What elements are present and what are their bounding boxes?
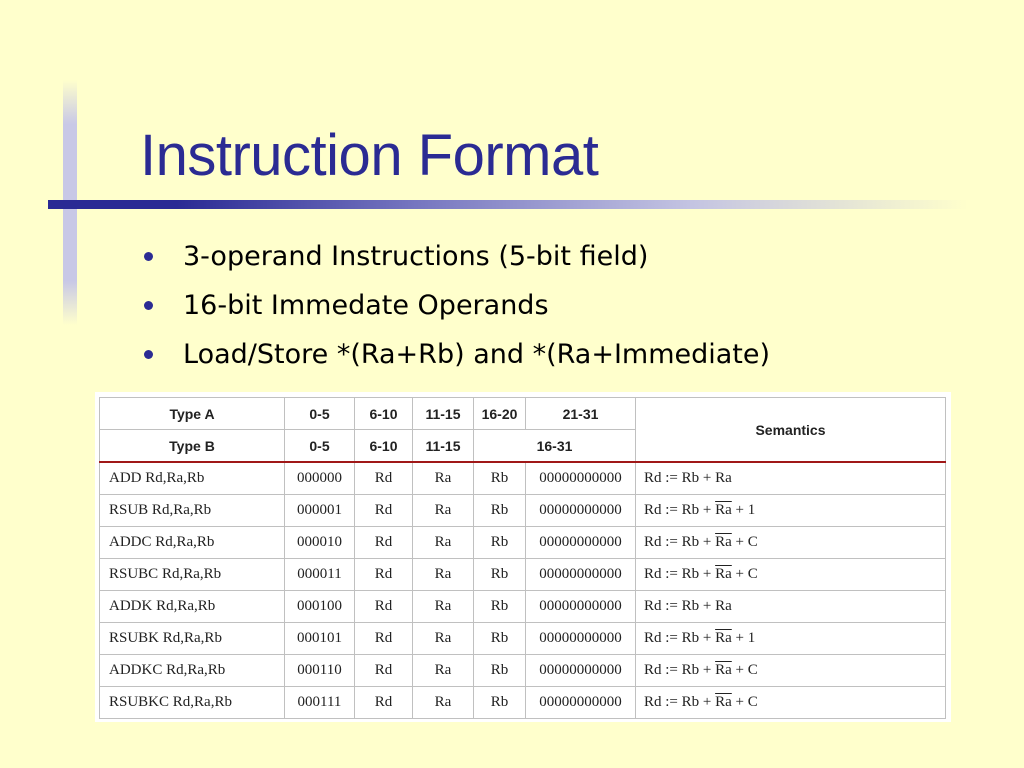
decorative-horizontal-bar	[48, 200, 968, 209]
instruction-cell: ADDC Rd,Ra,Rb	[100, 527, 285, 559]
semantics-prefix: Rd := Rb +	[644, 662, 716, 678]
semantics-ra: $\overline{Ra}$	[715, 694, 732, 710]
semantics-cell	[636, 623, 946, 655]
semantics-ra: $\overline{Ra}$	[715, 534, 732, 550]
rb-cell: Rb	[474, 462, 526, 495]
semantics-suffix: + 1	[731, 630, 756, 646]
opcode-cell: 000111	[285, 687, 355, 719]
semantics-cell	[636, 462, 946, 495]
header-cell: 16-31	[474, 430, 636, 463]
ra-cell: Ra	[413, 623, 474, 655]
opcode-cell: 000110	[285, 655, 355, 687]
rb-cell: Rb	[474, 687, 526, 719]
header-cell: 16-20	[474, 398, 526, 430]
rd-cell: Rd	[355, 559, 413, 591]
opcode-cell: 000001	[285, 495, 355, 527]
immediate-cell: 00000000000	[526, 687, 636, 719]
semantics-cell	[636, 495, 946, 527]
rb-cell: Rb	[474, 527, 526, 559]
ra-cell: Ra	[413, 559, 474, 591]
bullet-text: 16-bit Immedate Operands	[183, 289, 549, 321]
header-cell: 6-10	[355, 430, 413, 463]
ra-cell: Ra	[413, 591, 474, 623]
semantics-suffix: + C	[731, 662, 758, 678]
ra-cell: Ra	[413, 655, 474, 687]
rb-cell: Rb	[474, 591, 526, 623]
semantics-cell	[636, 655, 946, 687]
rb-cell: Rb	[474, 495, 526, 527]
immediate-cell: 00000000000	[526, 527, 636, 559]
table-row	[100, 495, 946, 527]
semantics-cell	[636, 527, 946, 559]
header-type-a: Type A	[100, 398, 285, 430]
semantics-prefix: Rd := Rb +	[644, 502, 716, 518]
table-row	[100, 591, 946, 623]
immediate-cell: 00000000000	[526, 591, 636, 623]
header-cell: 0-5	[285, 398, 355, 430]
semantics-ra: $\overline{Ra}$	[715, 502, 732, 518]
table-row	[100, 687, 946, 719]
ra-cell: Ra	[413, 527, 474, 559]
semantics-suffix: + C	[731, 694, 758, 710]
opcode-cell: 000000	[285, 462, 355, 495]
instruction-cell: RSUBKC Rd,Ra,Rb	[100, 687, 285, 719]
instruction-cell: RSUBK Rd,Ra,Rb	[100, 623, 285, 655]
semantics-prefix: Rd := Rb +	[644, 598, 716, 614]
immediate-cell: 00000000000	[526, 559, 636, 591]
bullet-text: Load/Store *(Ra+Rb) and *(Ra+Immediate)	[183, 338, 771, 370]
bullet-item	[142, 232, 770, 281]
rb-cell: Rb	[474, 655, 526, 687]
slide-title: Instruction Format	[140, 123, 599, 188]
ra-cell: Ra	[413, 495, 474, 527]
header-cell: 21-31	[526, 398, 636, 430]
instruction-cell: ADDKC Rd,Ra,Rb	[100, 655, 285, 687]
instruction-cell: ADD Rd,Ra,Rb	[100, 462, 285, 495]
instruction-cell: RSUBC Rd,Ra,Rb	[100, 559, 285, 591]
table-row	[100, 559, 946, 591]
semantics-cell	[636, 591, 946, 623]
header-cell: 11-15	[413, 430, 474, 463]
immediate-cell: 00000000000	[526, 462, 636, 495]
header-cell: 6-10	[355, 398, 413, 430]
instruction-cell: RSUB Rd,Ra,Rb	[100, 495, 285, 527]
rb-cell: Rb	[474, 559, 526, 591]
immediate-cell: 00000000000	[526, 655, 636, 687]
header-row-type-a	[100, 398, 946, 430]
semantics-prefix: Rd := Rb +	[644, 694, 716, 710]
bullet-text: 3-operand Instructions (5-bit field)	[183, 240, 649, 272]
semantics-ra: Ra	[715, 598, 732, 614]
instruction-format-table	[99, 397, 946, 719]
opcode-cell: 000100	[285, 591, 355, 623]
rd-cell: Rd	[355, 687, 413, 719]
semantics-cell	[636, 559, 946, 591]
instruction-table-panel	[95, 392, 951, 722]
rd-cell: Rd	[355, 623, 413, 655]
rb-cell: Rb	[474, 623, 526, 655]
opcode-cell: 000101	[285, 623, 355, 655]
table-row	[100, 655, 946, 687]
semantics-ra: Ra	[715, 470, 732, 486]
bullet-item	[142, 281, 770, 330]
semantics-prefix: Rd := Rb +	[644, 630, 716, 646]
semantics-suffix: + C	[731, 566, 758, 582]
rd-cell: Rd	[355, 527, 413, 559]
bullet-dot-icon	[144, 350, 153, 359]
semantics-cell	[636, 687, 946, 719]
table-row	[100, 462, 946, 495]
semantics-suffix: + 1	[731, 502, 756, 518]
semantics-ra: $\overline{Ra}$	[715, 630, 732, 646]
immediate-cell: 00000000000	[526, 495, 636, 527]
semantics-ra: $\overline{Ra}$	[715, 662, 732, 678]
semantics-prefix: Rd := Rb +	[644, 470, 716, 486]
header-cell: 0-5	[285, 430, 355, 463]
semantics-prefix: Rd := Rb +	[644, 534, 716, 550]
bullet-item	[142, 330, 770, 379]
semantics-suffix: + C	[731, 534, 758, 550]
bullet-list	[142, 232, 770, 379]
semantics-ra: $\overline{Ra}$	[715, 566, 732, 582]
header-semantics: Semantics	[636, 398, 946, 463]
bullet-dot-icon	[144, 252, 153, 261]
ra-cell: Ra	[413, 462, 474, 495]
rd-cell: Rd	[355, 462, 413, 495]
rd-cell: Rd	[355, 495, 413, 527]
rd-cell: Rd	[355, 655, 413, 687]
header-type-b: Type B	[100, 430, 285, 463]
opcode-cell: 000011	[285, 559, 355, 591]
table-row	[100, 623, 946, 655]
opcode-cell: 000010	[285, 527, 355, 559]
header-cell: 11-15	[413, 398, 474, 430]
bullet-dot-icon	[144, 301, 153, 310]
rd-cell: Rd	[355, 591, 413, 623]
table-row	[100, 527, 946, 559]
ra-cell: Ra	[413, 687, 474, 719]
immediate-cell: 00000000000	[526, 623, 636, 655]
semantics-prefix: Rd := Rb +	[644, 566, 716, 582]
table-body	[100, 462, 946, 719]
instruction-cell: ADDK Rd,Ra,Rb	[100, 591, 285, 623]
